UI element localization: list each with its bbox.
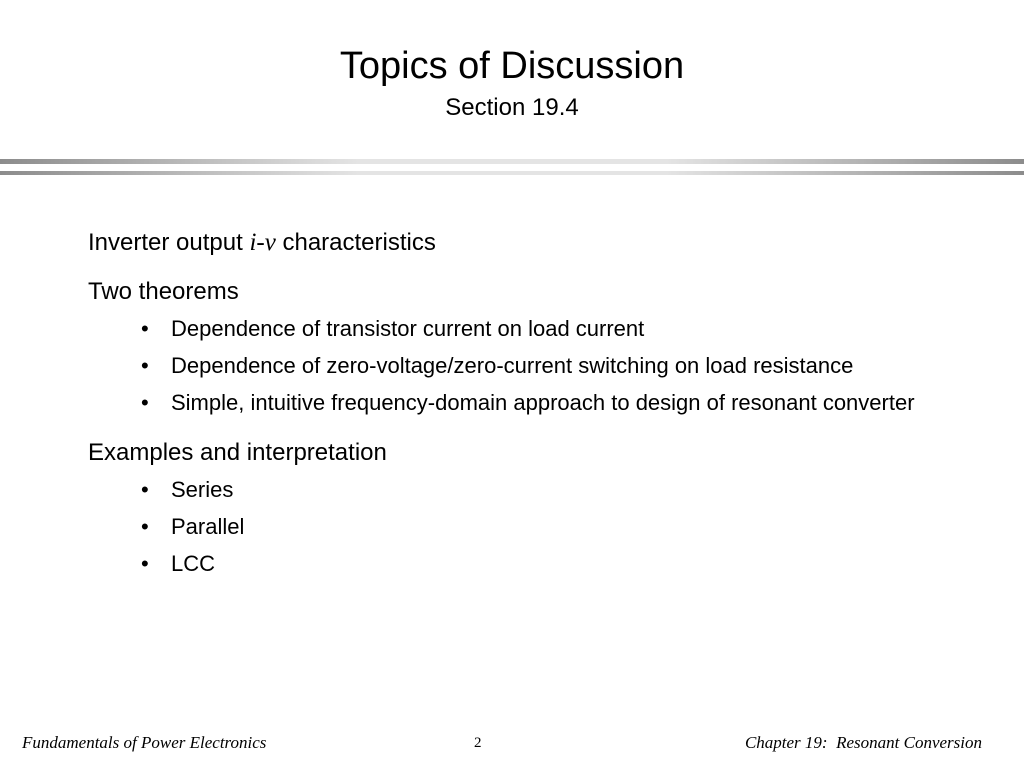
bullet-icon: • xyxy=(141,514,149,539)
topic-examples: Examples and interpretation xyxy=(88,439,387,466)
bullet-icon: • xyxy=(141,390,149,415)
list-item-text: Series xyxy=(171,477,234,502)
list-item-text: Simple, intuitive frequency-domain approach to design of resonant converter xyxy=(171,390,915,415)
list-item xyxy=(88,350,968,381)
footer-chapter-title: Chapter 19: Resonant Conversion xyxy=(744,733,982,752)
list-item-text: Parallel xyxy=(171,514,245,539)
topic-iv-text-before: Inverter output xyxy=(88,229,250,256)
slide-title: Topics of Discussion xyxy=(339,45,685,87)
bullet-icon: • xyxy=(141,316,149,341)
footer-book-title: Fundamentals of Power Electronics xyxy=(22,733,267,752)
bullet-icon: • xyxy=(141,477,149,502)
list-item xyxy=(88,387,968,418)
list-item xyxy=(88,474,968,505)
topic-two-theorems: Two theorems xyxy=(88,278,239,305)
list-item xyxy=(88,511,968,542)
list-item xyxy=(88,313,968,344)
topic-iv-characteristics xyxy=(88,228,968,258)
list-item-text: Dependence of zero-voltage/zero-current switching on load resistance xyxy=(171,353,854,378)
topic-iv-text-after: characteristics xyxy=(275,229,436,256)
footer-page-number: 2 xyxy=(474,735,482,751)
examples-list xyxy=(88,474,968,579)
title-divider xyxy=(0,156,1024,180)
bullet-icon: • xyxy=(141,551,149,576)
list-item-text: Dependence of transistor current on load current xyxy=(171,316,645,341)
slide-subtitle: Section 19.4 xyxy=(445,94,579,121)
list-item xyxy=(88,548,968,579)
topic-iv-emphasis: i-v xyxy=(249,229,276,256)
bullet-icon: • xyxy=(141,353,149,378)
list-item-text: LCC xyxy=(171,551,216,576)
title-divider-graphic xyxy=(0,156,1024,180)
slide-body xyxy=(88,228,968,599)
two-theorems-list xyxy=(88,313,968,418)
